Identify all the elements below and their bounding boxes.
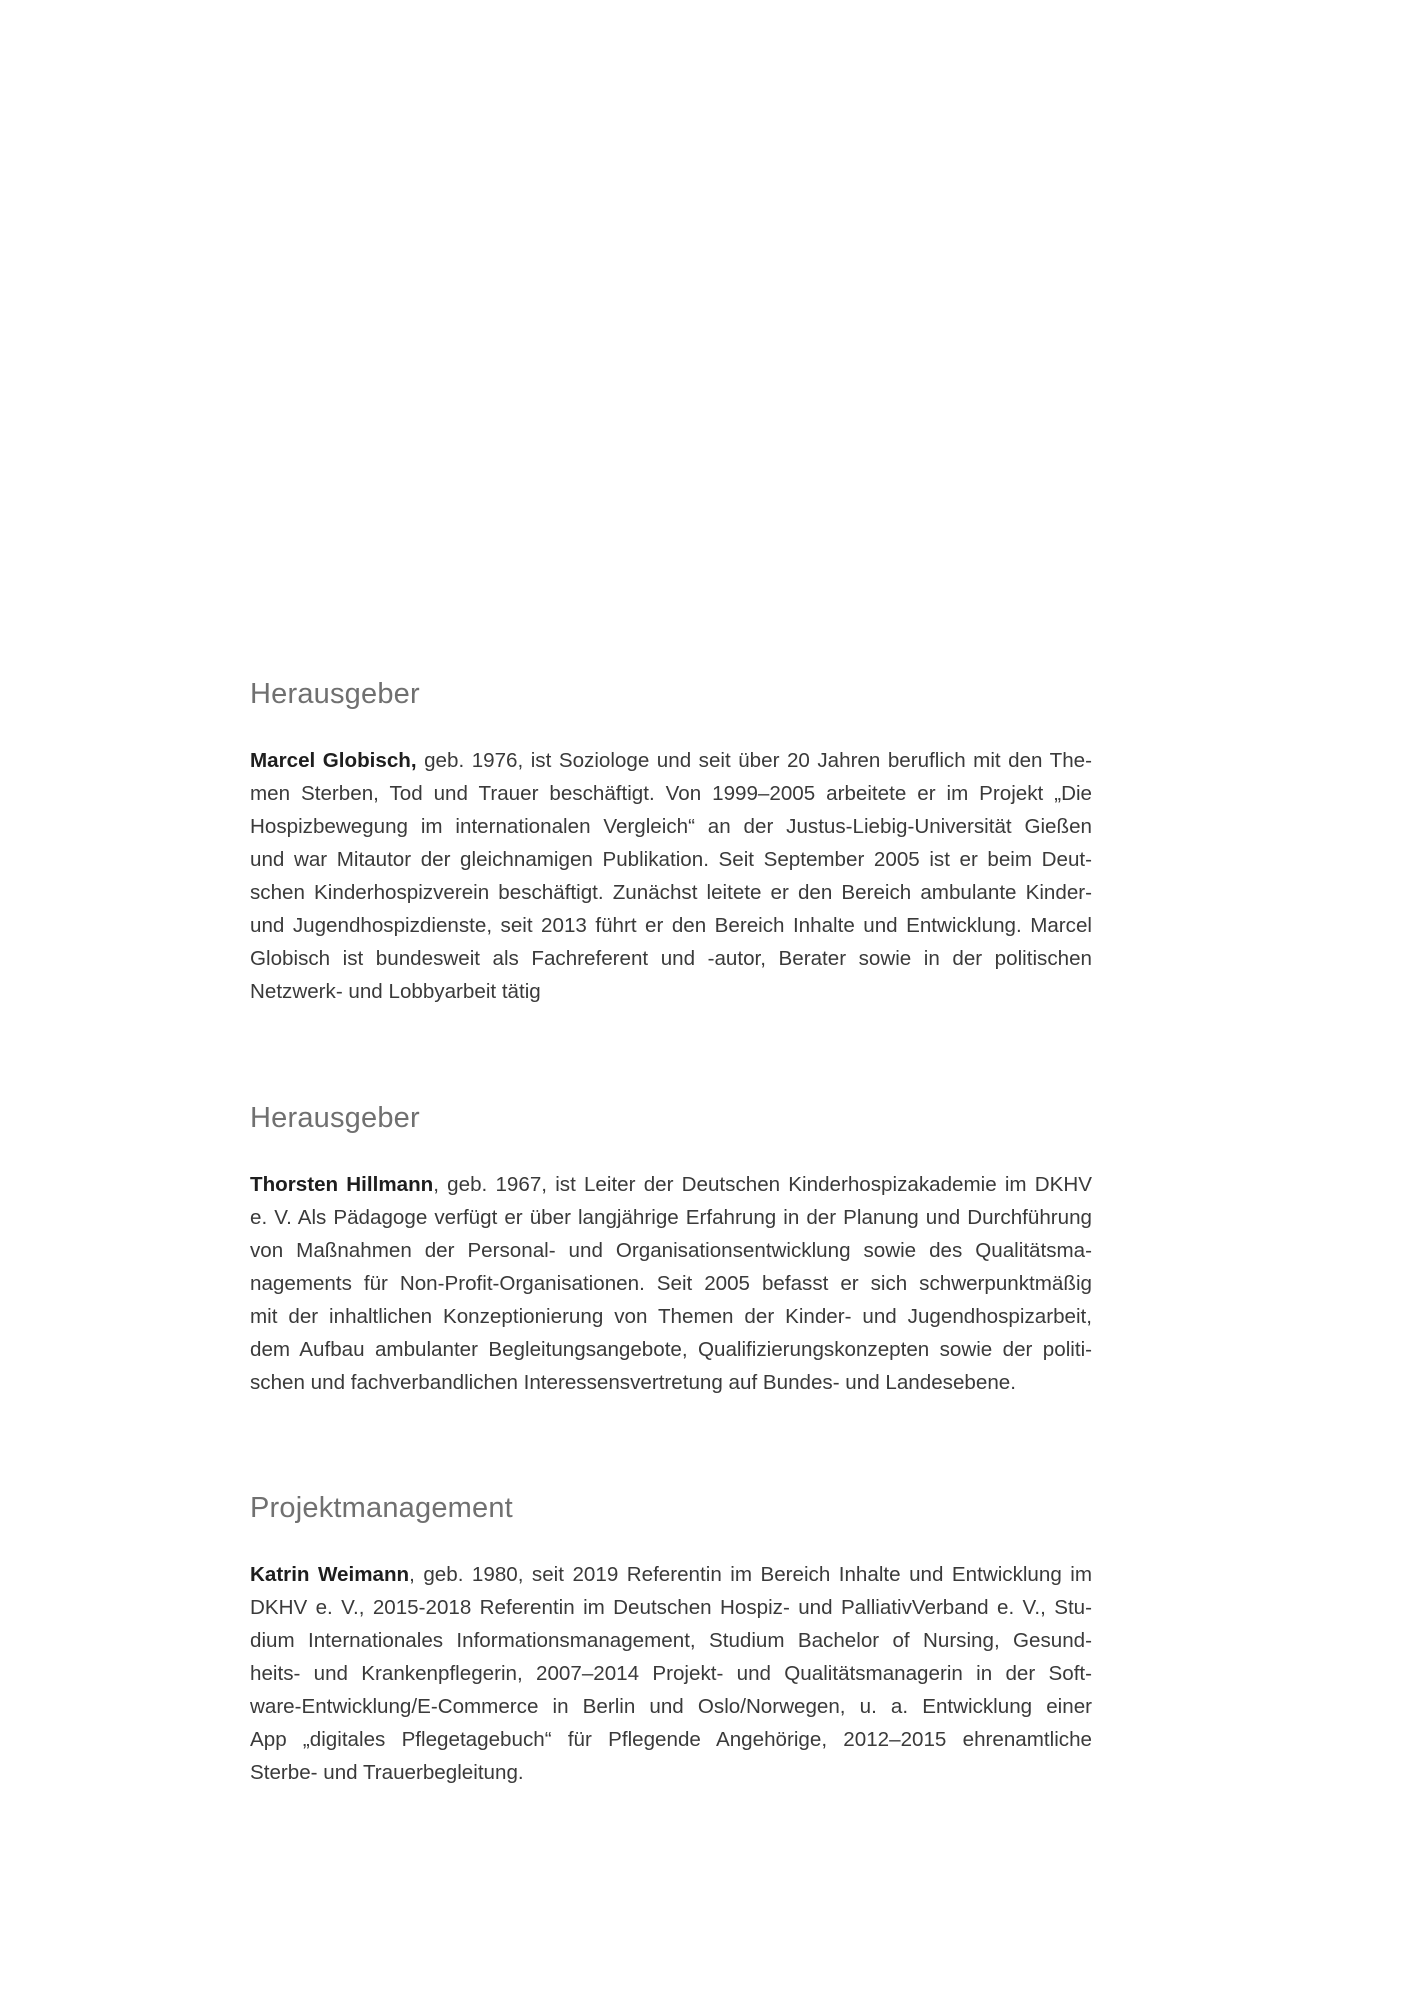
bio-text: , geb. 1980, seit 2019 Referentin im Bereich Inhalte und Entwicklung im bbox=[409, 1563, 1093, 1586]
bio-line: Globisch ist bundesweit als Fachreferent und -autor, Berater sowie in der politischen bbox=[250, 947, 1092, 970]
section-heading: Herausgeber bbox=[250, 678, 420, 710]
bio-line: Netzwerk- und Lobbyarbeit tätig bbox=[250, 980, 541, 1003]
bio-line: dem Aufbau ambulanter Begleitungsangebote, Qualifizierungskonzepten sowie der politi- bbox=[250, 1338, 1092, 1361]
bio-line: nagements für Non-Profit-Organisationen. Seit 2005 befasst er sich schwerpunktmäßig bbox=[250, 1272, 1092, 1295]
bio-line: und war Mitautor der gleichnamigen Publikation. Seit September 2005 ist er beim Deut- bbox=[250, 848, 1092, 871]
bio-line: schen und fachverbandlichen Interessensvertretung auf Bundes- und Landesebene. bbox=[250, 1371, 1016, 1394]
bio-line: ware-Entwicklung/E-Commerce in Berlin und Oslo/Norwegen, u. a. Entwicklung einer bbox=[250, 1695, 1092, 1718]
person-name: Marcel Globisch, bbox=[250, 749, 417, 772]
bio-line: schen Kinderhospizverein beschäftigt. Zunächst leitete er den Bereich ambulante Kinder- bbox=[250, 881, 1092, 904]
bio-line: heits- und Krankenpflegerin, 2007–2014 Projekt- und Qualitätsmanagerin in der Soft- bbox=[250, 1662, 1092, 1685]
section-heading: Projektmanagement bbox=[250, 1492, 513, 1524]
bio-line: von Maßnahmen der Personal- und Organisationsentwicklung sowie des Qualitätsma- bbox=[250, 1239, 1092, 1262]
bio-line: Hospizbewegung im internationalen Vergleich“ an der Justus-Liebig-Universität Gießen bbox=[250, 815, 1092, 838]
bio-text: geb. 1976, ist Soziologe und seit über 20 Jahren beruflich mit den The- bbox=[416, 749, 1092, 772]
bio-line: App „digitales Pflegetagebuch“ für Pflegende Angehörige, 2012–2015 ehrenamtliche bbox=[250, 1728, 1092, 1751]
person-name: Thorsten Hillmann bbox=[250, 1173, 434, 1196]
section-heading: Herausgeber bbox=[250, 1102, 420, 1134]
bio-line: DKHV e. V., 2015-2018 Referentin im Deutschen Hospiz- und PalliativVerband e. V., Stu- bbox=[250, 1596, 1092, 1619]
section-editor-1 bbox=[250, 676, 1092, 1003]
bio-text: , geb. 1967, ist Leiter der Deutschen Kinderhospizakademie im DKHV bbox=[433, 1173, 1092, 1196]
bio-line: men Sterben, Tod und Trauer beschäftigt. Von 1999–2005 arbeitete er im Projekt „Die bbox=[250, 782, 1092, 805]
bio-line bbox=[250, 1558, 1092, 1591]
bio-line bbox=[250, 744, 1092, 777]
section-editor-2 bbox=[250, 1100, 1092, 1394]
bio-line: mit der inhaltlichen Konzeptionierung von Themen der Kinder- und Jugendhospizarbeit, bbox=[250, 1305, 1092, 1328]
bio-line: Sterbe- und Trauerbegleitung. bbox=[250, 1761, 524, 1784]
bio-paragraph bbox=[250, 744, 1092, 1008]
bio-paragraph bbox=[250, 1558, 1092, 1789]
section-project-management bbox=[250, 1490, 1093, 1784]
bio-line: und Jugendhospizdienste, seit 2013 führt er den Bereich Inhalte und Entwicklung. Marcel bbox=[250, 914, 1092, 937]
bio-line: dium Internationales Informationsmanagement, Studium Bachelor of Nursing, Gesund- bbox=[250, 1629, 1092, 1652]
bio-line bbox=[250, 1168, 1092, 1201]
bio-paragraph bbox=[250, 1168, 1092, 1399]
bio-line: e. V. Als Pädagoge verfügt er über langjährige Erfahrung in der Planung und Durchführung bbox=[250, 1206, 1092, 1229]
person-name: Katrin Weimann bbox=[250, 1563, 410, 1586]
